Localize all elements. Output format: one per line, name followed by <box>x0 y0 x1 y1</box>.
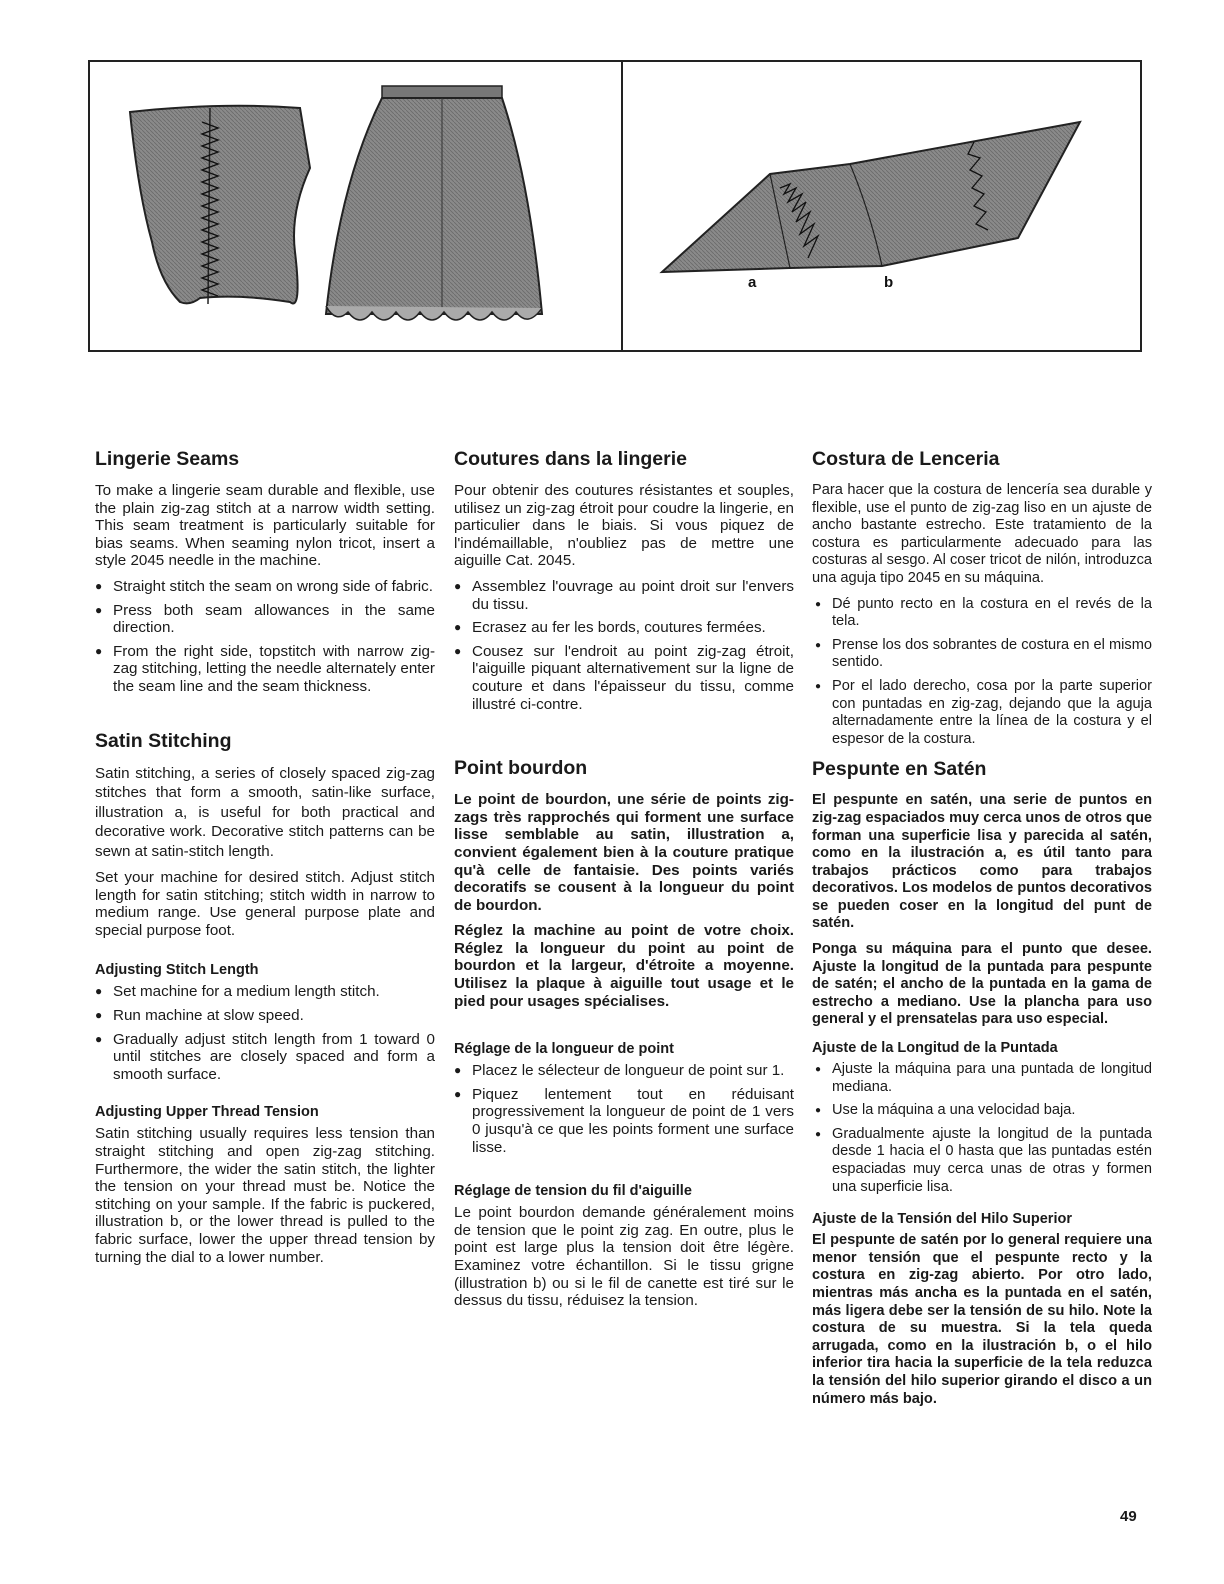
list-item: ● Gradualmente ajuste la longitud de la puntada desde 1 hacia el 0 hasta que las puntadas estén espaciadas muy cerca unas de otras y formen una superficie lisa. <box>812 1126 1152 1196</box>
satin-intro-text-fr: Le point de bourdon, une série de points zig-zags très rapprochés qui forment une surface lisse semblable au satin, illustration a, convient également bien à la couture pratique qu'à celle de fantaisie. Des points variés decoratifs se cousent à la longueur du point de bourdon. <box>454 791 794 914</box>
french-column <box>454 448 794 1318</box>
list-item: ● Placez le sélecteur de longueur de point sur 1. <box>454 1062 794 1080</box>
lingerie-seams-heading-es: Costura de Lenceria <box>812 448 1000 470</box>
list-item: ● Press both seam allowances in the same direction. <box>95 602 435 637</box>
thread-tension-heading-es: Ajuste de la Tensión del Hilo Superior <box>812 1211 1072 1228</box>
satin-setup-text-fr: Réglez la machine au point de votre choix. Réglez la longueur du point au point de bourdon et la largeur, d'étroite a moyenne. Utilisez la plaque à aiguille tout usage et le pied pour usages spécialises. <box>454 922 794 1010</box>
list-item: ● Gradually adjust stitch length from 1 toward 0 until stitches are closely spaced and form a smooth surface. <box>95 1031 435 1084</box>
lingerie-intro-text: To make a lingerie seam durable and flexible, use the plain zig-zag stitch at a narrow width setting. This seam treatment is particularly suitable for bias seams. When seaming nylon tricot, insert a style 2045 needle in the machine. <box>95 482 435 570</box>
stitch-length-steps-list-es <box>812 1061 1152 1196</box>
illustration-panel <box>88 60 1142 352</box>
list-item: ● Assemblez l'ouvrage au point droit sur l'envers du tissu. <box>454 578 794 613</box>
seam-fabric-drawing <box>130 106 310 304</box>
stitch-length-heading-fr: Réglage de la longueur de point <box>454 1041 674 1058</box>
thread-tension-heading-fr: Réglage de tension du fil d'aiguille <box>454 1183 692 1200</box>
page-number: 49 <box>1120 1508 1137 1525</box>
stitch-length-steps-list <box>95 983 435 1083</box>
spanish-column <box>812 448 1152 1416</box>
satin-stitching-heading-fr: Point bourdon <box>454 757 588 780</box>
list-item: ● Run machine at slow speed. <box>95 1007 435 1025</box>
list-item: ● Set machine for a medium length stitch. <box>95 983 435 1001</box>
lingerie-intro-text-es: Para hacer que la costura de lencería sea durable y flexible, use el punto de zig-zag liso en un ajuste de ancho bastante estrecho. Este tratamiento de la costura es particularmente adecuado para las costuras al sesgo. Al coser tricot de nilón, introduzca una aguja tipo 2045 en su máquina. <box>812 482 1152 586</box>
list-item: ● Por el lado derecho, cosa por la parte superior con puntadas en zig-zag, dejando que la aguja alternadamente entre la línea de la costura y el espesor de la costura. <box>812 678 1152 748</box>
list-item: ● Prense los dos sobrantes de costura en el mismo sentido. <box>812 637 1152 672</box>
list-item: ● Straight stitch the seam on wrong side of fabric. <box>95 578 435 596</box>
satin-intro-text: Satin stitching, a series of closely spaced zig-zag stitches that form a smooth, satin-like surface, illustration a, is useful for both practical and decorative work. Decorative stitch patterns can be sewn at satin-stitch length. <box>95 764 435 860</box>
list-item: ● Ajuste la máquina para una puntada de longitud mediana. <box>812 1061 1152 1096</box>
list-item: ● Cousez sur l'endroit au point zig-zag étroit, l'aiguille piquant alternativement sur la ligne de couture et dans l'épaisseur du tissu, comme illustré ci-contre. <box>454 643 794 713</box>
lingerie-intro-text-fr: Pour obtenir des coutures résistantes et souples, utilisez un zig-zag étroit pour coudre la lingerie, en particulier dans le biais. Si vous piquez de l'indémaillable, n'oubliez pas de mettre une aiguille Cat. 2045. <box>454 482 794 570</box>
figure-label-a: a <box>748 274 757 291</box>
satin-stitch-fabric-drawing <box>662 122 1080 291</box>
lingerie-steps-list <box>95 578 435 696</box>
satin-setup-text: Set your machine for desired stitch. Adjust stitch length for satin stitching; stitch width in narrow to medium range. Use general purpose plate and special purpose foot. <box>95 869 435 939</box>
satin-setup-text-es: Ponga su máquina para el punto que desee. Ajuste la longitud de la puntada para pespunte de satén; el ancho de la puntada en la gama de estrecho a mediano. Use la plancha para uso general y el prensatelas para uso especial. <box>812 941 1152 1028</box>
thread-tension-text-fr: Le point bourdon demande généralement moins de tension que le point zig zag. En outre, plus le point est large plus la tension doit être légère. Examinez votre échantillon. Si le tissu grigne (illustration b) ou si le fil de canette est tiré sur le dessus du tissu, réduisez la tension. <box>454 1204 794 1310</box>
list-item: ● Dé punto recto en la costura en el revés de la tela. <box>812 596 1152 631</box>
lingerie-seams-heading: Lingerie Seams <box>95 448 240 470</box>
stitch-length-heading-es: Ajuste de la Longitud de la Puntada <box>812 1040 1058 1057</box>
english-column <box>95 448 435 1274</box>
satin-stitching-heading: Satin Stitching <box>95 729 232 752</box>
satin-stitching-heading-es: Pespunte en Satén <box>812 758 987 781</box>
lingerie-steps-list-fr <box>454 578 794 713</box>
list-item: ● Ecrasez au fer les bords, coutures fermées. <box>454 619 794 637</box>
stitch-length-steps-list-fr <box>454 1062 794 1156</box>
lingerie-illustrations <box>90 62 1140 350</box>
half-slip-drawing <box>326 86 542 320</box>
figure-label-b: b <box>884 274 894 291</box>
thread-tension-text-es: El pespunte de satén por lo general requiere una menor tensión que el pespunte recto y la costura en zig-zag abierto. Por otro lado, mientras más ancha es la puntada en el satén, más ligera debe ser la tensión de su hilo. Note la costura de su muestra. Si la tela queda arrugada, como en la ilustración b, o el hilo inferior tira hacia la superficie de la tela reduzca la tensión del hilo superior girando el disco a un número más bajo. <box>812 1232 1152 1407</box>
thread-tension-heading: Adjusting Upper Thread Tension <box>95 1104 319 1121</box>
satin-intro-text-es: El pespunte en satén, una serie de puntos en zig-zag espaciados muy cerca unos de otros que forman una superficie lisa y parecida al satén, como en la ilustración a, es útil tanto para trabajos prácticos como para trabajos decorativos. Los modelos de puntos decorativos se pueden coser en la longitud del punt de satén. <box>812 792 1152 932</box>
lingerie-seams-heading-fr: Coutures dans la lingerie <box>454 448 687 470</box>
stitch-length-heading: Adjusting Stitch Length <box>95 962 259 979</box>
thread-tension-text: Satin stitching usually requires less tension than straight stitching and open zig-zag stitching. Furthermore, the wider the satin stitch, the lighter the tension on your thread must be. Notice the stitching on your sample. If the fabric is puckered, illustration b, or the lower thread is pulled to the fabric surface, lower the upper thread tension by turning the dial to a lower number. <box>95 1125 435 1266</box>
list-item: ● Piquez lentement tout en réduisant progressivement la longueur de point de 1 vers 0 jusqu'à ce que les points forment une surface lisse. <box>454 1086 794 1156</box>
list-item: ● From the right side, topstitch with narrow zig-zag stitching, letting the needle alternately enter the seam line and the seam thickness. <box>95 643 435 696</box>
list-item: ● Use la máquina a una velocidad baja. <box>812 1102 1152 1120</box>
lingerie-steps-list-es <box>812 596 1152 749</box>
